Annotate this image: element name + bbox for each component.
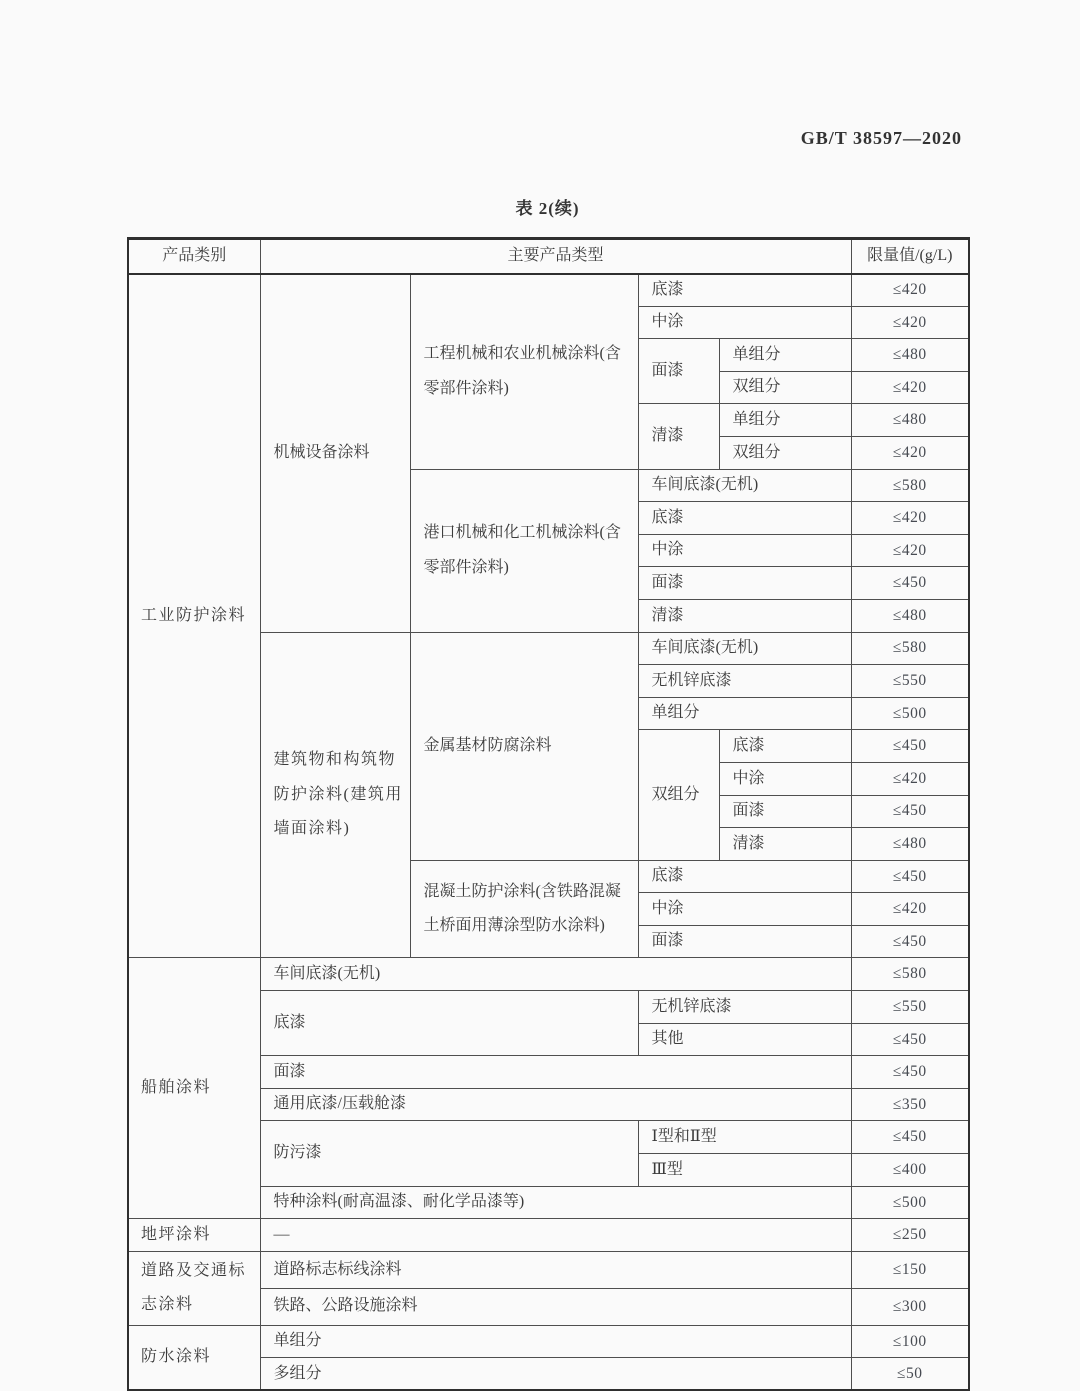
table-row bbox=[128, 1325, 969, 1358]
type-cell: 工程机械和农业机械涂料(含零部件涂料) bbox=[410, 274, 638, 470]
limit-cell: ≤450 bbox=[851, 567, 969, 600]
type-cell: 车间底漆(无机) bbox=[260, 958, 851, 991]
limit-cell: ≤350 bbox=[851, 1088, 969, 1121]
component-cell: 中涂 bbox=[719, 762, 851, 795]
limit-cell: ≤580 bbox=[851, 469, 969, 502]
limit-cell: ≤100 bbox=[851, 1325, 969, 1358]
limit-cell: ≤480 bbox=[851, 828, 969, 861]
limit-cell: ≤450 bbox=[851, 860, 969, 893]
table-title: 表 2(续) bbox=[515, 199, 580, 218]
limit-cell: ≤450 bbox=[851, 1121, 969, 1154]
component-cell: 清漆 bbox=[719, 828, 851, 861]
limit-cell: ≤450 bbox=[851, 795, 969, 828]
type-cell: 金属基材防腐涂料 bbox=[410, 632, 638, 860]
type-cell: 建筑物和构筑物防护涂料(建筑用墙面涂料) bbox=[260, 632, 410, 958]
subtype-cell: 面漆 bbox=[638, 339, 719, 404]
subtype-cell: 清漆 bbox=[638, 599, 851, 632]
limit-cell: ≤580 bbox=[851, 958, 969, 991]
subtype-cell: 车间底漆(无机) bbox=[638, 469, 851, 502]
type-cell: 单组分 bbox=[260, 1325, 851, 1358]
limit-cell: ≤450 bbox=[851, 925, 969, 958]
limit-cell: ≤550 bbox=[851, 665, 969, 698]
limit-cell: ≤420 bbox=[851, 534, 969, 567]
subtype-cell: 清漆 bbox=[638, 404, 719, 469]
component-cell: 面漆 bbox=[719, 795, 851, 828]
type-cell: 防污漆 bbox=[260, 1121, 638, 1186]
subtype-cell: 车间底漆(无机) bbox=[638, 632, 851, 665]
type-cell: 面漆 bbox=[260, 1056, 851, 1089]
header-limit-value: 限量值/(g/L) bbox=[851, 239, 969, 274]
subtype-cell: 面漆 bbox=[638, 567, 851, 600]
limit-cell: ≤480 bbox=[851, 404, 969, 437]
type-cell: 多组分 bbox=[260, 1358, 851, 1391]
category-cell: 防水涂料 bbox=[128, 1325, 260, 1390]
subtype-cell: 中涂 bbox=[638, 893, 851, 926]
component-cell: 双组分 bbox=[719, 436, 851, 469]
subtype-cell: 单组分 bbox=[638, 697, 851, 730]
type-cell: 特种涂料(耐高温漆、耐化学品漆等) bbox=[260, 1186, 851, 1219]
table-row bbox=[128, 1251, 969, 1288]
header-product-category: 产品类别 bbox=[128, 239, 260, 274]
type-cell: 港口机械和化工机械涂料(含零部件涂料) bbox=[410, 469, 638, 632]
limit-cell: ≤420 bbox=[851, 436, 969, 469]
voc-limits-table bbox=[127, 237, 970, 1391]
component-cell: 单组分 bbox=[719, 339, 851, 372]
limit-cell: ≤480 bbox=[851, 339, 969, 372]
component-cell: 双组分 bbox=[719, 371, 851, 404]
limit-cell: ≤420 bbox=[851, 371, 969, 404]
subtype-cell: 底漆 bbox=[638, 860, 851, 893]
limit-cell: ≤580 bbox=[851, 632, 969, 665]
component-cell: 底漆 bbox=[719, 730, 851, 763]
type-cell: 通用底漆/压载舱漆 bbox=[260, 1088, 851, 1121]
table-row bbox=[128, 958, 969, 991]
component-cell: 单组分 bbox=[719, 404, 851, 437]
category-cell: 道路及交通标志涂料 bbox=[128, 1251, 260, 1325]
subtype-cell: Ⅲ型 bbox=[638, 1154, 851, 1187]
limit-cell: ≤150 bbox=[851, 1251, 969, 1288]
limit-cell: ≤550 bbox=[851, 991, 969, 1024]
limit-cell: ≤420 bbox=[851, 893, 969, 926]
category-cell: 地坪涂料 bbox=[128, 1219, 260, 1252]
table-row bbox=[128, 1219, 969, 1252]
subtype-cell: 双组分 bbox=[638, 730, 719, 860]
limit-cell: ≤420 bbox=[851, 762, 969, 795]
type-cell: 底漆 bbox=[260, 991, 638, 1056]
subtype-cell: 底漆 bbox=[638, 502, 851, 535]
subtype-cell: 中涂 bbox=[638, 306, 851, 339]
limit-cell: ≤420 bbox=[851, 306, 969, 339]
type-cell: 道路标志标线涂料 bbox=[260, 1251, 851, 1288]
type-cell: 机械设备涂料 bbox=[260, 274, 410, 633]
subtype-cell: Ⅰ型和Ⅱ型 bbox=[638, 1121, 851, 1154]
limit-cell: ≤500 bbox=[851, 697, 969, 730]
limit-cell: ≤250 bbox=[851, 1219, 969, 1252]
category-cell: 工业防护涂料 bbox=[128, 274, 260, 958]
limit-cell: ≤480 bbox=[851, 599, 969, 632]
doc-number: GB/T 38597—2020 bbox=[800, 128, 962, 148]
limit-cell: ≤450 bbox=[851, 1056, 969, 1089]
category-cell: 船舶涂料 bbox=[128, 958, 260, 1219]
type-cell: 铁路、公路设施涂料 bbox=[260, 1288, 851, 1325]
header-main-product-type: 主要产品类型 bbox=[260, 239, 851, 274]
subtype-cell: 其他 bbox=[638, 1023, 851, 1056]
table-header-row bbox=[128, 239, 969, 274]
limit-cell: ≤300 bbox=[851, 1288, 969, 1325]
subtype-cell: 面漆 bbox=[638, 925, 851, 958]
subtype-cell: 中涂 bbox=[638, 534, 851, 567]
subtype-cell: 底漆 bbox=[638, 274, 851, 307]
limit-cell: ≤420 bbox=[851, 274, 969, 307]
type-cell: — bbox=[260, 1219, 851, 1252]
limit-cell: ≤400 bbox=[851, 1154, 969, 1187]
limit-cell: ≤450 bbox=[851, 1023, 969, 1056]
subtype-cell: 无机锌底漆 bbox=[638, 991, 851, 1024]
type-cell: 混凝土防护涂料(含铁路混凝土桥面用薄涂型防水涂料) bbox=[410, 860, 638, 958]
table-row bbox=[128, 274, 969, 307]
limit-cell: ≤500 bbox=[851, 1186, 969, 1219]
limit-cell: ≤50 bbox=[851, 1358, 969, 1391]
limit-cell: ≤420 bbox=[851, 502, 969, 535]
limit-cell: ≤450 bbox=[851, 730, 969, 763]
subtype-cell: 无机锌底漆 bbox=[638, 665, 851, 698]
